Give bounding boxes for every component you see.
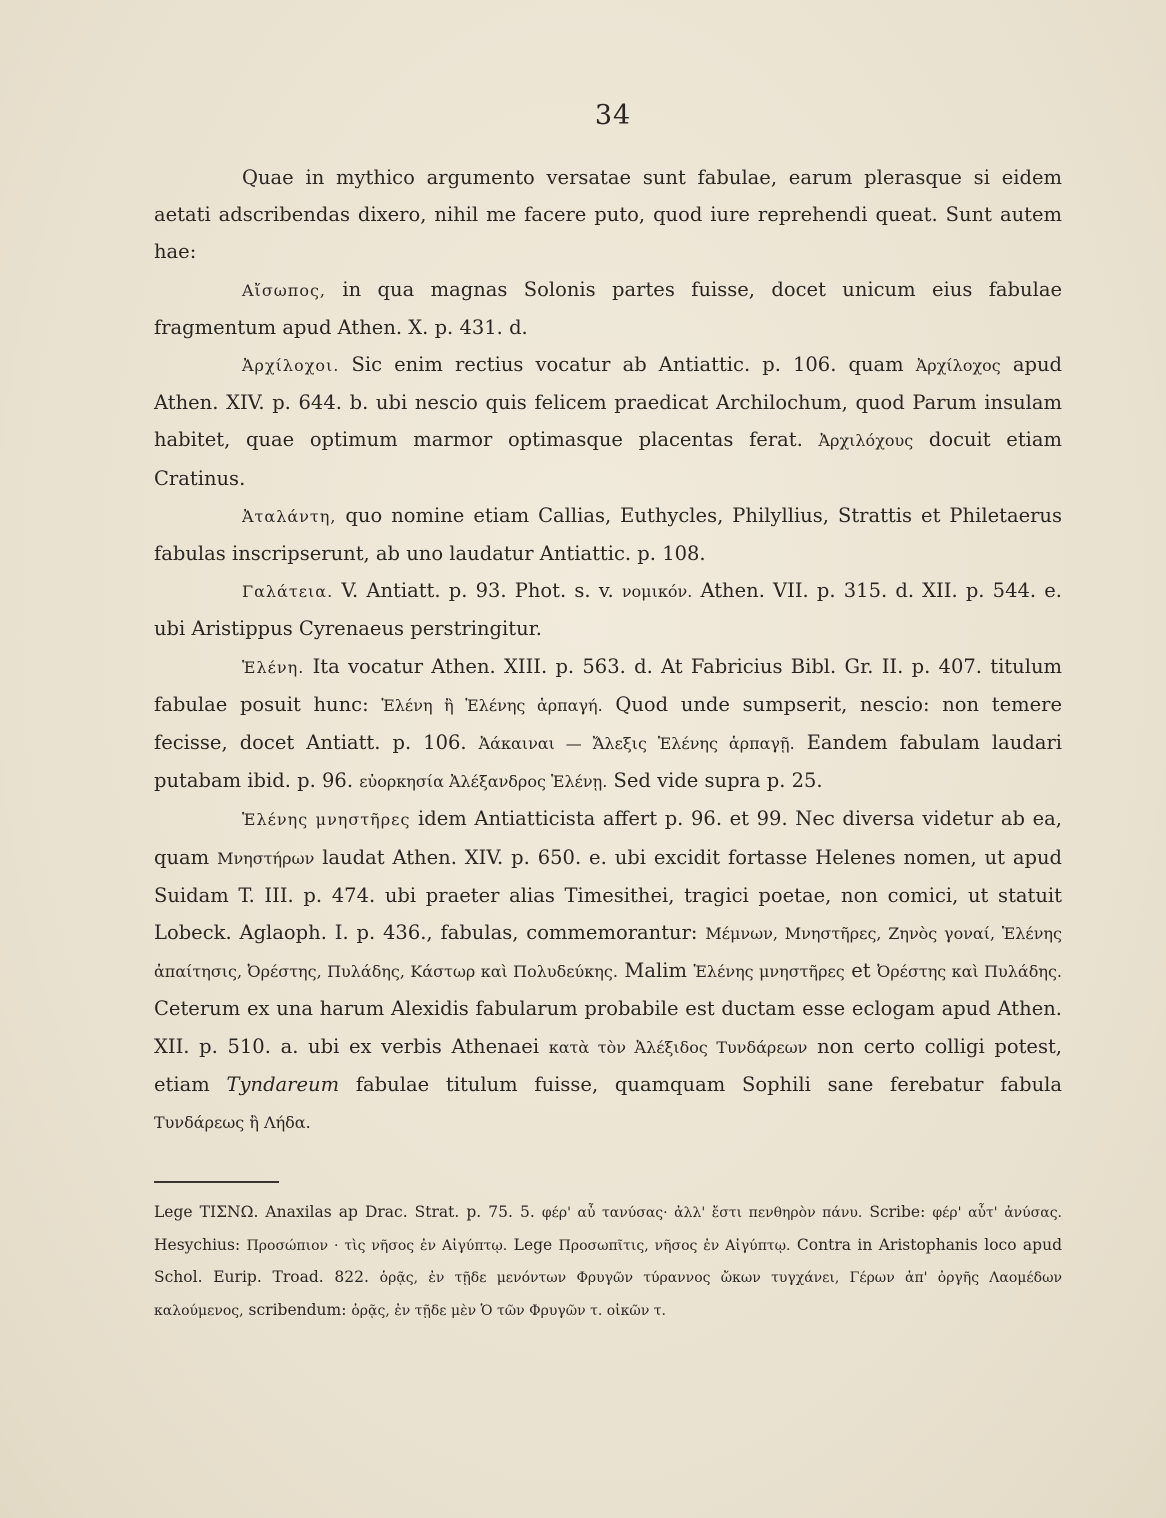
greek-phrase: νομικόν. (621, 582, 693, 602)
entry-text: Eandem fabulam laudari putabam ibid. p. 96. (154, 731, 1063, 793)
footnote-divider (154, 1181, 279, 1183)
entry-text: Ita vocatur Athen. XIII. p. 563. d. At Fabricius Bibl. Gr. II. p. 407. titulum fabulae posuit hunc: (154, 654, 1062, 716)
footnote-segment: Contra in Aristophanis loco apud Schol. Eurip. Troad. 822. (154, 1235, 1063, 1287)
entry-text: Athen. VII. p. 315. d. XII. p. 544. e. ubi Aristippus Cyrenaeus perstringitur. (154, 579, 1062, 641)
entry-text: Quod unde sumpserit, nescio: non temere fecisse, docet Antiatt. p. 106. (154, 692, 1063, 755)
entry-title: Ἀταλάντη, (242, 506, 337, 526)
paragraph-intro (154, 159, 1062, 271)
main-text (154, 159, 1062, 1141)
greek-phrase: ὁρᾷς, ἐν τῇδε μενόντων Φρυγῶν τύραννος ὤκων τυγχάνει, Γέρων ἀπ' ὀργῆς Λαομέδων καλούμενος, (154, 1270, 1062, 1319)
entry-text: V. Antiatt. p. 93. Phot. s. v. (333, 579, 622, 603)
footnote-segment: Hesychius: (154, 1235, 247, 1254)
entry-text: in qua magnas Solonis partes fuisse, docet unicum eius fabulae fragmentum apud Athen. X. p. 431. d. (154, 277, 1062, 339)
greek-phrase: Μνηστήρων (217, 848, 315, 868)
footnote-segment: Lege (507, 1235, 559, 1254)
page-number: 34 (594, 100, 632, 131)
entry-mnesteres (154, 800, 1062, 1141)
entry-atalante (154, 497, 1062, 572)
entry-title: Γαλάτεια. (242, 582, 334, 602)
entry-text: laudat Athen. XIV. p. 650. e. ubi excidit fortasse Helenes nomen, ut apud Suidam T. III. p. 474. ubi praeter alias Timesithei, tragici poetae, non comici, ut statuit Lobeck. Aglaoph. I. p. 436., fabulas, commemorantur: (154, 845, 1062, 945)
entry-aesopus (154, 271, 1062, 346)
entry-text: Sed vide supra p. 25. (607, 769, 823, 793)
entry-archilochi (154, 346, 1062, 497)
entry-title: Ἑλένη. (242, 657, 305, 677)
entry-text: non certo colligi potest, etiam (154, 1034, 1062, 1096)
entry-galateia (154, 572, 1062, 647)
footnote-text (154, 1197, 1062, 1327)
greek-phrase: φέρ' αὖ τανύσας· ἀλλ' ἔστι πενθηρὸν πάνυ. (541, 1205, 863, 1222)
footnote-segment: Lege ΤΙΣΝΩ. Anaxilas ap Drac. Strat. p. 75. 5. (154, 1203, 542, 1222)
entry-text: docuit etiam Cratinus. (154, 428, 1063, 490)
greek-phrase: κατὰ τὸν Ἀλέξιδος Τυνδάρεων (548, 1037, 808, 1057)
entry-text: quo nomine etiam Callias, Euthycles, Philyllius, Strattis et Philetaerus fabulas inscripserunt, ab uno laudatur Antiattic. p. 108. (154, 503, 1062, 566)
footnote-segment: Scribe: (862, 1203, 933, 1222)
greek-phrase: ὁρᾷς, ἐν τῇδε μὲν Ὁ τῶν Φρυγῶν τ. οἰκῶν τ. (351, 1302, 666, 1319)
greek-phrase: Ὀρέστης καὶ Πυλάδης. (877, 962, 1062, 982)
greek-phrase: Τυνδάρεως ἢ Λήδα. (154, 1113, 311, 1133)
entry-title: Ἀρχίλοχοι. (242, 356, 340, 376)
greek-phrase: Ἑλένης μνηστῆρες (693, 962, 845, 982)
paragraph-text: Quae in mythico argumento versatae sunt fabulae, earum plerasque si eidem aetati adscribendas dixero, nihil me facere puto, quod iure reprehendi queat. Sunt autem hae: (154, 166, 1062, 264)
greek-phrase: Προσώπιον · τὶς νῆσος ἐν Αἰγύπτῳ. (246, 1237, 508, 1254)
greek-phrase: Ἀρχιλόχους (818, 431, 914, 451)
entry-text: fabulae titulum fuisse, quamquam Sophili sane ferebatur fabula (339, 1072, 1062, 1096)
greek-phrase: φέρ' αὖτ' ἀνύσας. (932, 1205, 1062, 1222)
entry-text: apud Athen. XIV. p. 644. b. ubi nescio quis felicem praedicat Archilochum, quod Parum insulam habitet, quae optimum marmor optimasque placentas ferat. (154, 353, 1062, 452)
greek-phrase: εὐορκησία Ἀλέξανδρος Ἑλένῃ. (359, 772, 608, 792)
greek-phrase: Ἑλένη ἢ Ἑλένης ἁρπαγή. (381, 695, 603, 715)
footnote-segment: scribendum: (243, 1300, 352, 1319)
greek-phrase: Ἀρχίλοχος (915, 356, 1001, 376)
entry-text: idem Antiatticista affert p. 96. et 99. Nec diversa videtur ab ea, quam (154, 807, 1062, 869)
entry-text: Sic enim rectius vocatur ab Antiattic. p. 106. quam (339, 353, 916, 377)
entry-text: Ceterum ex una harum Alexidis fabularum probabile est ductam esse eclogam apud Athen. XII. p. 510. a. ubi ex verbis Athenaei (154, 997, 1062, 1058)
greek-phrase: Προσωπῖτις, νῆσος ἐν Αἰγύπτῳ. (558, 1237, 791, 1254)
greek-phrase: Μέμνων, Μνηστῆρες, Ζηνὸς γοναί, Ἑλένης ἀπαίτησις, Ὀρέστης, Πυλάδης, Κάστωρ καὶ Πολυδεύκης. (154, 924, 1062, 982)
entry-text: Malim (617, 959, 694, 983)
entry-helene (154, 648, 1062, 801)
italic-word: Tyndareum (226, 1072, 340, 1096)
entry-title: Ἑλένης μνηστῆρες (242, 810, 411, 830)
greek-phrase: Ἀάκαιναι — Ἄλεξις Ἑλένης ἁρπαγῇ. (478, 734, 795, 754)
footnote (154, 1197, 1062, 1327)
entry-text: et (844, 959, 878, 983)
entry-title: Αἴσωπος, (242, 280, 326, 300)
